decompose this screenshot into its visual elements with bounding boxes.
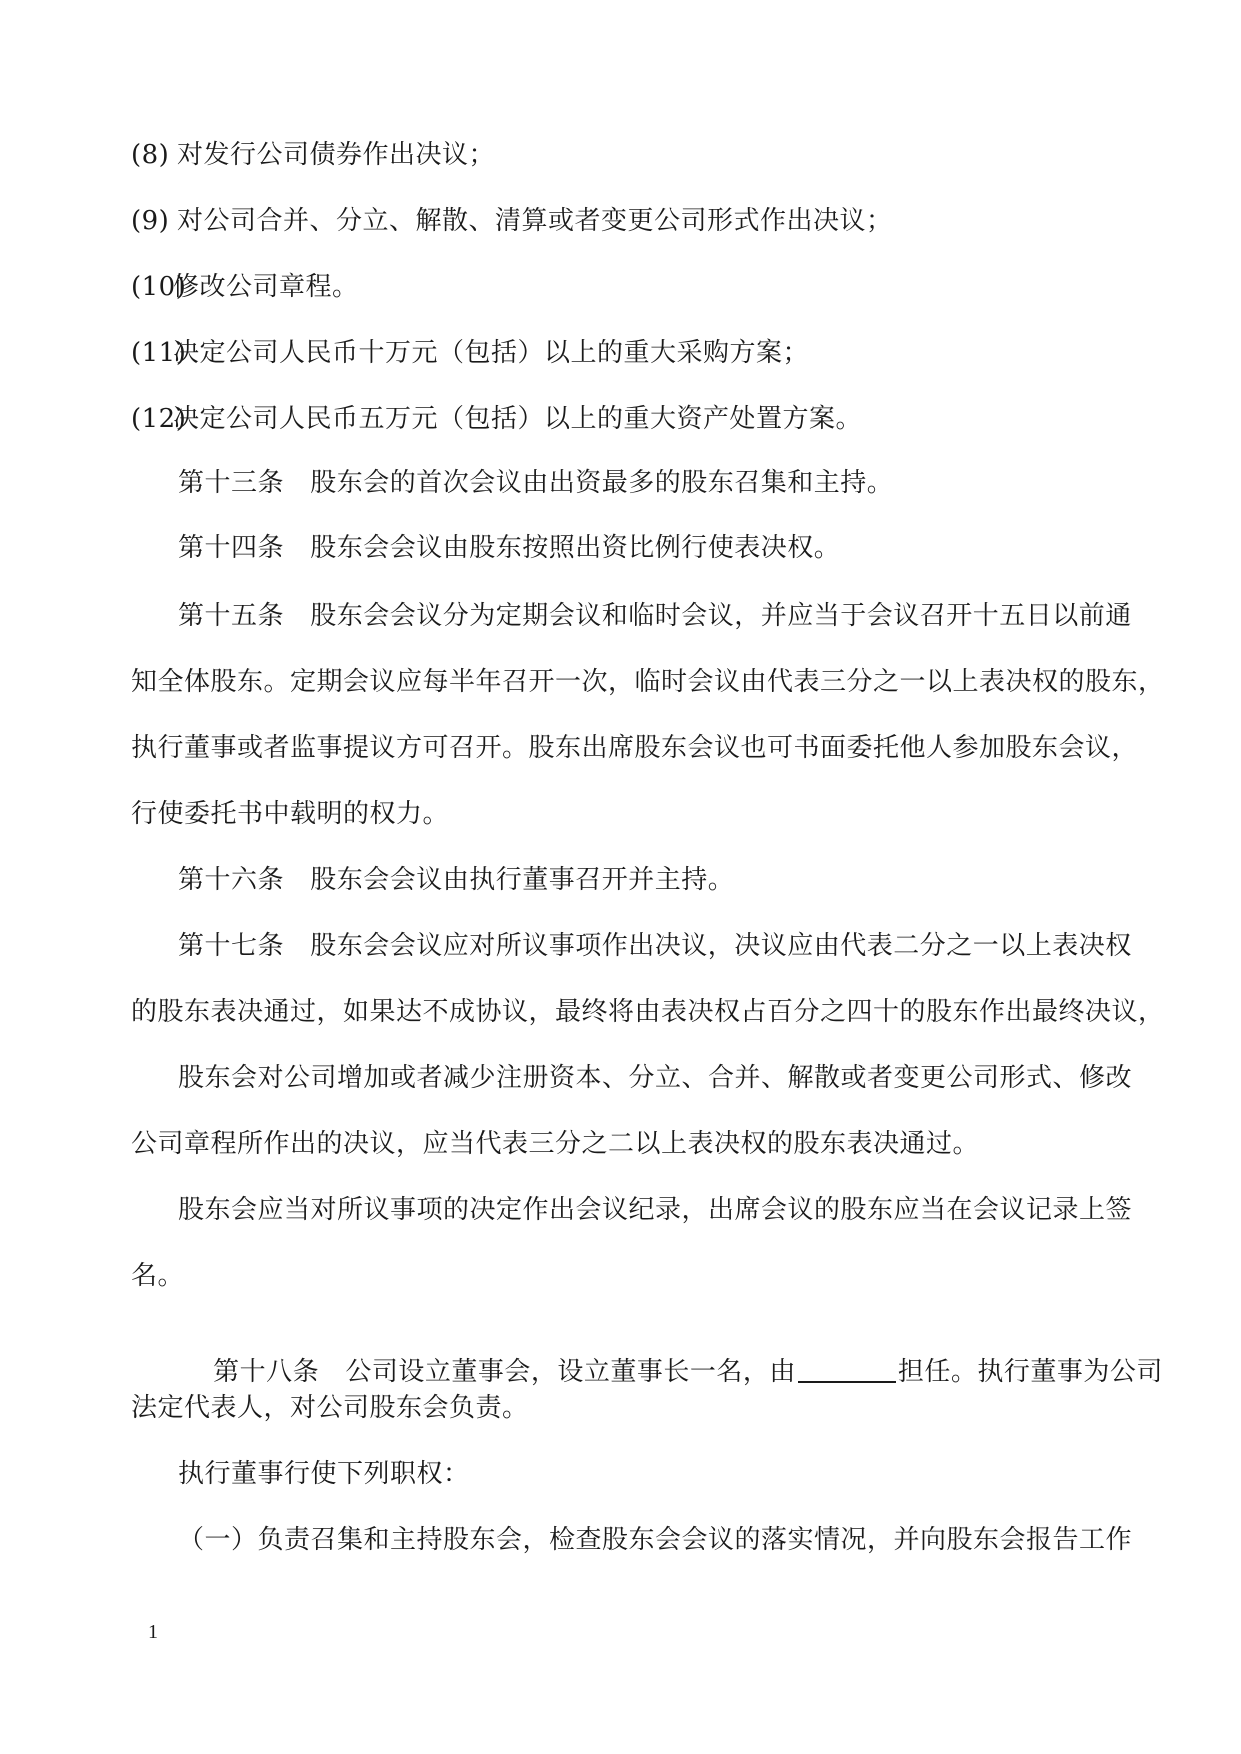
- article-16: 第十六条 股东会会议由执行董事召开并主持。: [178, 865, 735, 895]
- chairman-name-blank: [798, 1359, 896, 1383]
- list-text: 对公司合并、分立、解散、清算或者变更公司形式作出决议；: [177, 206, 893, 236]
- article-15-line: 知全体股东。定期会议应每半年召开一次，临时会议由代表三分之一以上表决权的股东，: [131, 667, 1165, 697]
- article-15-line: 第十五条 股东会会议分为定期会议和临时会议，并应当于会议召开十五日以前通: [178, 601, 1132, 631]
- capital-paragraph-line: 公司章程所作出的决议，应当代表三分之二以上表决权的股东表决通过。: [131, 1129, 980, 1159]
- list-number: (9): [131, 206, 170, 236]
- page-number: 1: [148, 1621, 158, 1643]
- list-text: 决定公司人民币十万元（包括）以上的重大采购方案；: [173, 338, 810, 368]
- power-item: （一）负责召集和主持股东会，检查股东会会议的落实情况，并向股东会报告工作: [178, 1525, 1133, 1555]
- powers-intro: 执行董事行使下列职权：: [178, 1459, 470, 1489]
- article-15-line: 执行董事或者监事提议方可召开。股东出席股东会议也可书面委托他人参加股东会议，: [131, 733, 1139, 763]
- article-17-line: 的股东表决通过，如果达不成协议，最终将由表决权占百分之四十的股东作出最终决议，: [131, 997, 1165, 1027]
- article-18-line: 法定代表人，对公司股东会负责。: [131, 1393, 529, 1423]
- list-text: 修改公司章程。: [173, 272, 359, 302]
- list-item: [131, 140, 495, 170]
- list-item: [131, 338, 809, 368]
- list-text: 决定公司人民币五万元（包括）以上的重大资产处置方案。: [173, 404, 863, 434]
- article-18-text-before: 第十八条 公司设立董事会，设立董事长一名，由: [213, 1357, 796, 1387]
- list-item: [131, 272, 359, 302]
- article-17-line: 第十七条 股东会会议应对所议事项作出决议，决议应由代表二分之一以上表决权: [178, 931, 1132, 961]
- article-13: 第十三条 股东会的首次会议由出资最多的股东召集和主持。: [178, 468, 894, 498]
- minutes-paragraph-line: 股东会应当对所议事项的决定作出会议纪录，出席会议的股东应当在会议记录上签: [178, 1195, 1133, 1225]
- list-item: [131, 206, 893, 236]
- capital-paragraph-line: 股东会对公司增加或者减少注册资本、分立、合并、解散或者变更公司形式、修改: [178, 1063, 1133, 1093]
- list-number: (10): [131, 272, 187, 302]
- list-number: (8): [131, 140, 170, 170]
- article-14: 第十四条 股东会会议由股东按照出资比例行使表决权。: [178, 533, 841, 563]
- article-18-text-after: 担任。执行董事为公司: [897, 1357, 1163, 1387]
- list-number: (12): [131, 404, 187, 434]
- article-15-line: 行使委托书中载明的权力。: [131, 799, 450, 829]
- list-number: (11): [131, 338, 187, 368]
- list-text: 对发行公司债券作出决议；: [177, 140, 496, 170]
- list-item: [131, 404, 862, 434]
- minutes-paragraph-line: 名。: [131, 1261, 185, 1291]
